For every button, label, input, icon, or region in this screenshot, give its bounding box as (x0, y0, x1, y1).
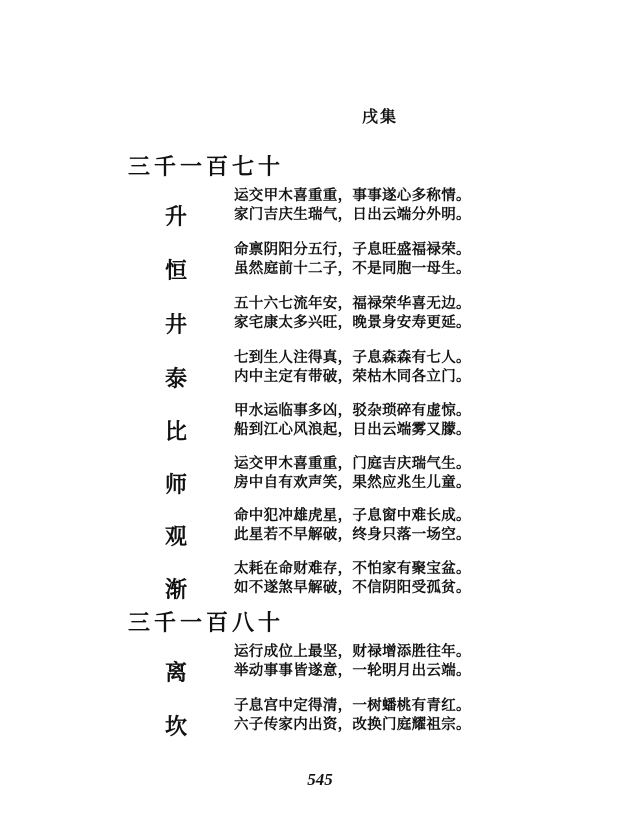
verse-line: 命禀阴阳分五行，子息旺盛福禄荣。 (234, 241, 471, 258)
verse-line: 此星若不早解破，终身只落一场空。 (234, 526, 471, 543)
entry (0, 696, 640, 756)
running-header: 戌集 (362, 107, 399, 126)
verse-line: 运行成位上最坚，财禄增添胜往年。 (234, 643, 471, 660)
verse-line: 房中自有欢声笑，果然应兆生儿童。 (234, 474, 471, 491)
entry (0, 348, 640, 408)
hexagram-name: 师 (165, 472, 188, 498)
hexagram-name: 井 (165, 312, 188, 338)
hexagram-name: 泰 (165, 366, 188, 392)
verse-line: 家宅康太多兴旺，晚景身安寿更延。 (234, 314, 471, 331)
verse-line: 运交甲木喜重重，门庭吉庆瑞气生。 (234, 455, 471, 472)
verse-line: 家门吉庆生瑞气，日出云端分外明。 (234, 206, 471, 223)
section-title: 三千一百八十 (128, 610, 285, 636)
hexagram-name: 离 (165, 660, 188, 686)
verse-line: 运交甲木喜重重，事事遂心多称情。 (234, 187, 471, 204)
entry (0, 401, 640, 461)
hexagram-name: 恒 (165, 258, 188, 284)
hexagram-name: 坎 (165, 714, 188, 740)
verse (234, 642, 471, 680)
verse-line: 船到江心风浪起，日出云端雾又朦。 (234, 421, 471, 438)
verse-line: 六子传家内出资，改换门庭耀祖宗。 (234, 716, 471, 733)
verse-line: 命中犯冲雄虎星，子息窗中难长成。 (234, 507, 471, 524)
verse (234, 401, 471, 439)
verse-line: 如不遂煞早解破，不信阴阳受孤贫。 (234, 579, 471, 596)
verse-line: 子息宫中定得清，一树蟠桃有青红。 (234, 697, 471, 714)
verse-line: 内中主定有带破，荣枯木同各立门。 (234, 368, 471, 385)
verse-line: 甲水运临事多凶，驳杂琐碎有虚惊。 (234, 402, 471, 419)
hexagram-name: 升 (165, 204, 188, 230)
entry (0, 454, 640, 514)
hexagram-name: 渐 (165, 577, 188, 603)
verse (234, 348, 471, 386)
verse-line: 五十六七流年安，福禄荣华喜无边。 (234, 295, 471, 312)
verse (234, 559, 471, 597)
entry (0, 506, 640, 566)
entry (0, 642, 640, 702)
verse-line: 举动事事皆遂意，一轮明月出云端。 (234, 662, 471, 679)
hexagram-name: 观 (165, 524, 188, 550)
verse (234, 454, 471, 492)
entry (0, 240, 640, 300)
section-title: 三千一百七十 (128, 154, 285, 180)
verse (234, 294, 471, 332)
hexagram-name: 比 (165, 419, 188, 445)
verse-line: 七到生人注得真，子息森森有七人。 (234, 349, 471, 366)
verse-line: 太耗在命财难存，不怕家有聚宝盆。 (234, 560, 471, 577)
verse-line: 虽然庭前十二子，不是同胞一母生。 (234, 260, 471, 277)
entry (0, 559, 640, 619)
verse (234, 186, 471, 224)
verse (234, 696, 471, 734)
entry (0, 294, 640, 354)
entry (0, 186, 640, 246)
page-number: 545 (307, 770, 333, 789)
verse (234, 506, 471, 544)
verse (234, 240, 471, 278)
